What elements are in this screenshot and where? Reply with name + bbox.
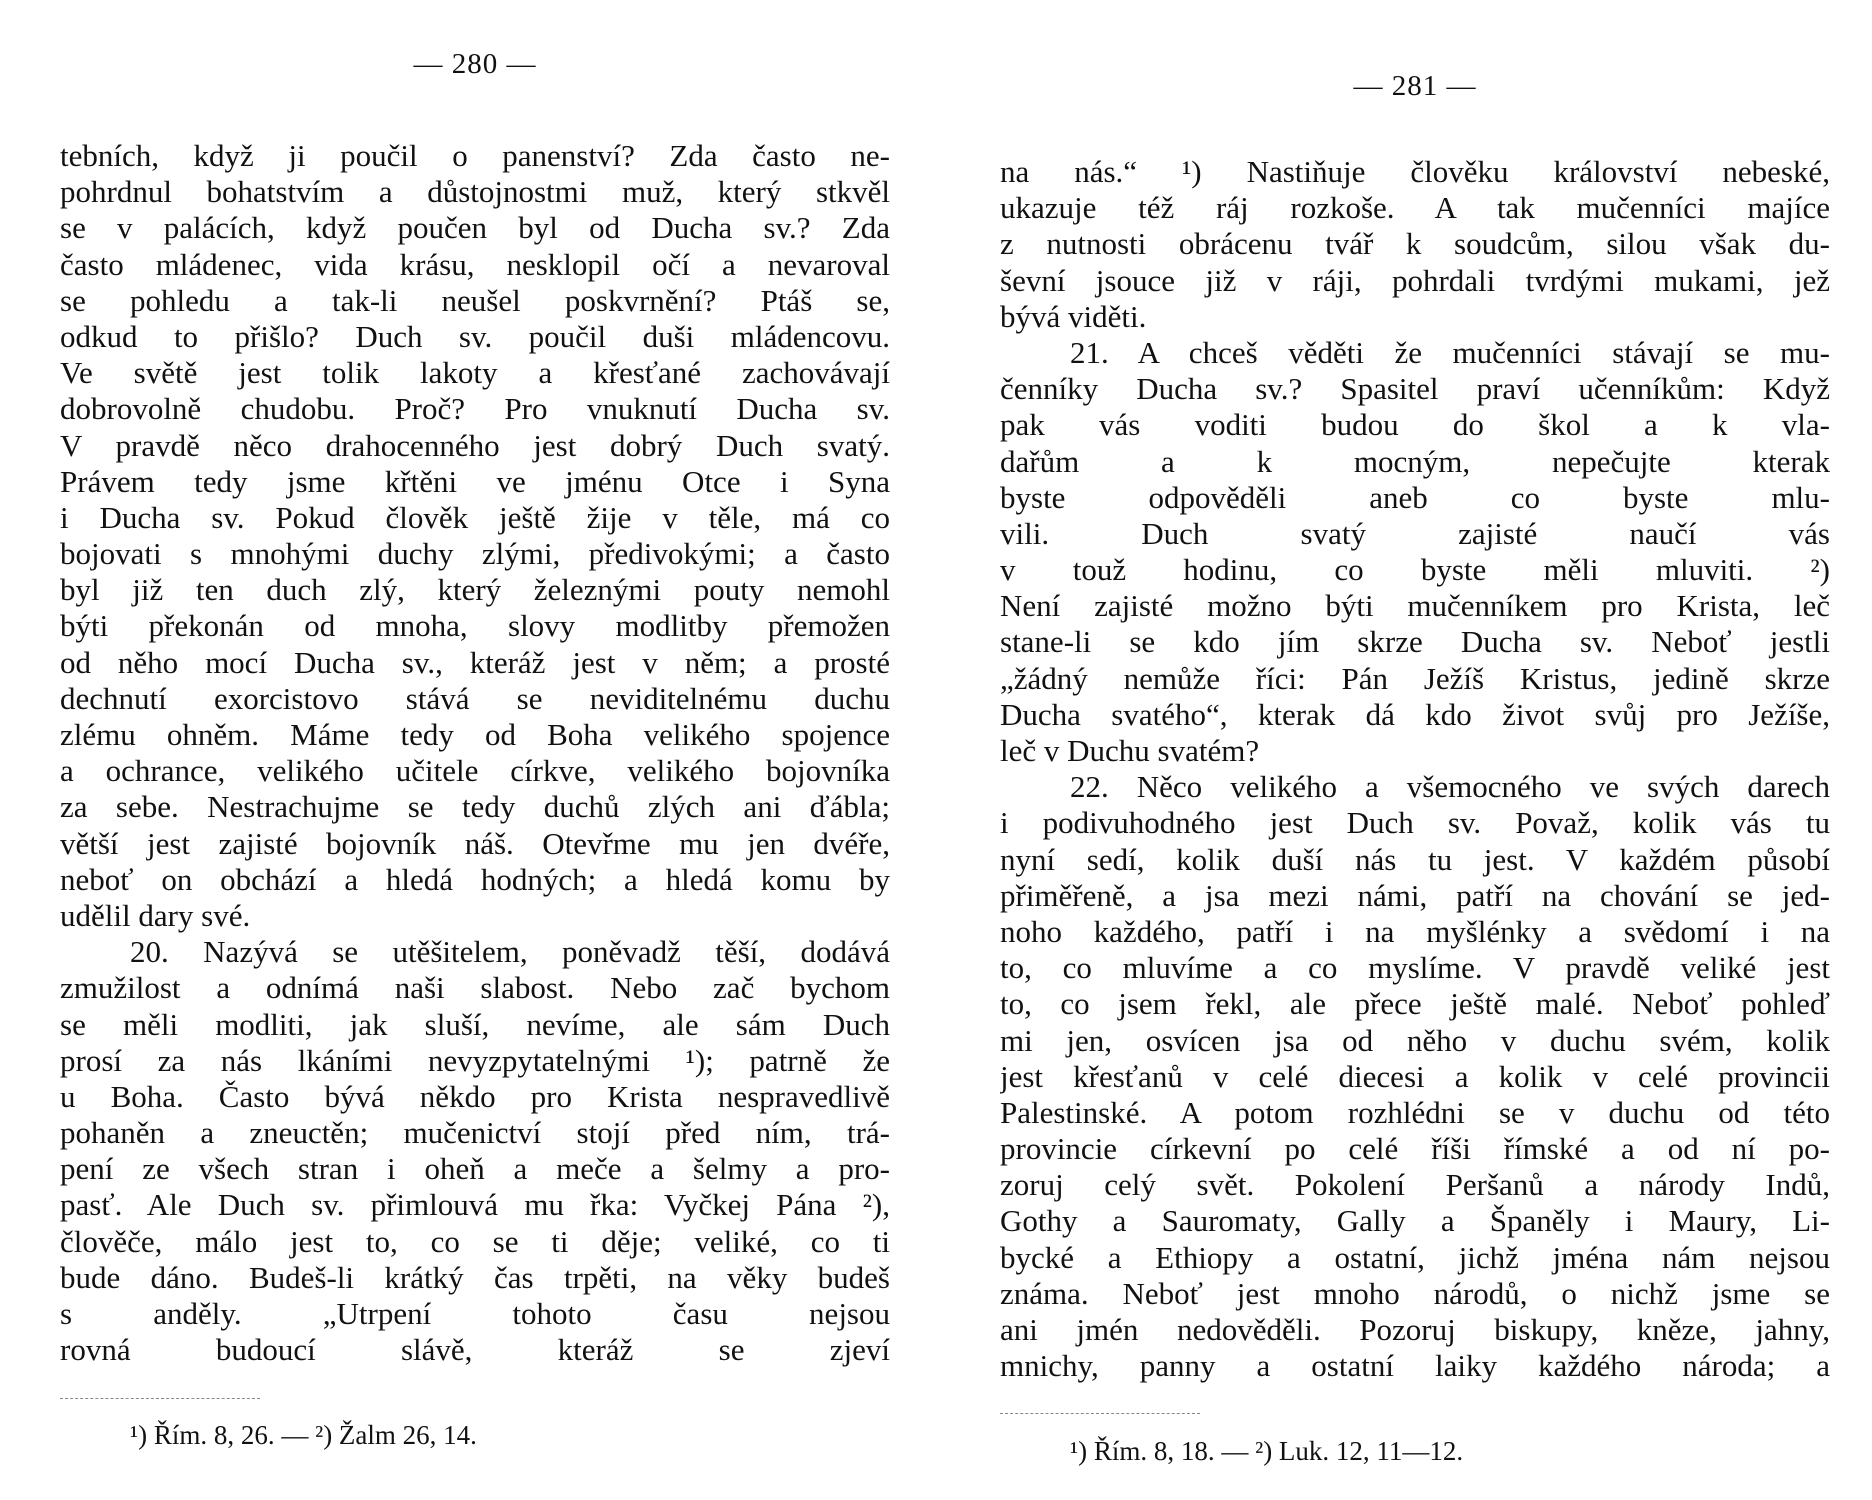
text-line: Ve světě jest tolik lakoty a křesťané zachovávají <box>60 355 890 391</box>
text-line: ukazuje též ráj rozkoše. A tak mučenníci majíce <box>1000 190 1830 226</box>
text-line: s anděly. „Utrpení tohoto času nejsou <box>60 1296 890 1331</box>
page-body-text <box>1000 154 1830 1384</box>
text-line: prosí za nás lkáními nevyzpytatelnými ¹); patrně že <box>60 1042 890 1078</box>
text-line: nyní sedí, kolik duší nás tu jest. V každém působí <box>1000 841 1830 877</box>
footnote-divider <box>1000 1413 1200 1414</box>
text-line: bojovati s mnohými duchy zlými, předivokými; a často <box>60 536 890 572</box>
text-line: zlému ohněm. Máme tedy od Boha velikého spojence <box>60 717 890 752</box>
text-line: bývá viděti. <box>1000 298 1147 334</box>
text-line: v touž hodinu, co byste měli mluviti. ²) <box>1000 552 1830 588</box>
text-line: čenníky Ducha sv.? Spasitel praví učenníkům: Když <box>1000 371 1830 407</box>
text-line: leč v Duchu svatém? <box>1000 733 1260 768</box>
text-line: zmužilost a odnímá naši slabost. Nebo zač bychom <box>60 970 890 1006</box>
text-line: Gothy a Sauromaty, Gally a Španěly i Maury, Li- <box>1000 1203 1830 1239</box>
text-line: stane-li se kdo jím skrze Ducha sv. Neboť jestli <box>1000 624 1830 660</box>
text-line: V pravdě něco drahocenného jest dobrý Duch svatý. <box>60 427 890 463</box>
text-line: Není zajisté možno býti mučenníkem pro Krista, leč <box>1000 588 1830 624</box>
text-line: člověče, málo jest to, co se ti děje; veliké, co ti <box>60 1223 890 1259</box>
text-line: dařům a k mocným, nepečujte kterak <box>1000 443 1830 479</box>
text-line: „žádný nemůže říci: Pán Ježíš Kristus, jedině skrze <box>1000 660 1830 696</box>
text-line: ani jmén nedověděli. Pozoruj biskupy, kněze, jahny, <box>1000 1312 1830 1347</box>
text-line: od něho mocí Ducha sv., kteráž jest v něm; a prosté <box>60 644 890 680</box>
text-line: mnichy, panny a ostatní laiky každého národa; a <box>1000 1348 1830 1384</box>
text-line: přiměřeně, a jsa mezi námi, patří na chování se jed- <box>1000 877 1830 913</box>
text-line: a ochrance, velikého učitele církve, velikého bojovníka <box>60 753 890 789</box>
text-line: odkud to přišlo? Duch sv. poučil duši mládencovu. <box>60 318 890 354</box>
text-line: za sebe. Nestrachujme se tedy duchů zlých ani ďábla; <box>60 789 890 825</box>
page-number: — 281 — <box>1353 70 1477 102</box>
text-line: Právem tedy jsme křtěni ve jménu Otce i Syna <box>60 463 890 499</box>
text-line: zoruj celý svět. Pokolení Peršanů a národy Indů, <box>1000 1167 1830 1203</box>
text-line: u Boha. Často bývá někdo pro Krista nespravedlivě <box>60 1078 890 1114</box>
text-line: udělil dary své. <box>60 897 251 933</box>
text-line: tebních, když ji poučil o panenství? Zda často ne- <box>60 138 890 173</box>
text-line: to, co jsem řekl, ale přece ještě malé. Neboť pohleď <box>1000 986 1830 1022</box>
left-page <box>60 0 890 1500</box>
text-line: pasť. Ale Duch sv. přimlouvá mu řka: Vyčkej Pána ²), <box>60 1187 890 1223</box>
text-line: známa. Neboť jest mnoho národů, o nichž jsme se <box>1000 1275 1830 1311</box>
text-line: se v palácích, když poučen byl od Ducha sv.? Zda <box>60 210 890 246</box>
text-line: ševní jsouce již v ráji, pohrdali tvrdými mukami, jež <box>1000 262 1830 298</box>
text-line: rovná budoucí slávě, kteráž se zjeví <box>60 1332 890 1368</box>
text-line: se měli modliti, jak sluší, nevíme, ale sám Duch <box>60 1006 890 1042</box>
paragraph-start-line: 21. A chceš věděti že mučenníci stávají se mu- <box>1070 334 1830 370</box>
text-line: vili. Duch svatý zajisté naučí vás <box>1000 515 1830 551</box>
text-line: pak vás voditi budou do škol a k vla- <box>1000 407 1830 443</box>
text-line: Ducha svatého“, kterak dá kdo život svůj pro Ježíše, <box>1000 696 1830 732</box>
footnote-divider <box>60 1398 260 1399</box>
text-line: Palestinské. A potom rozhlédni se v duchu od této <box>1000 1094 1830 1130</box>
text-line: provincie církevní po celé říši římské a od ní po- <box>1000 1131 1830 1167</box>
text-line: na nás.“ ¹) Nastiňuje člověku království nebeské, <box>1000 154 1830 189</box>
text-line: se pohledu a tak-li neušel poskvrnění? Ptáš se, <box>60 282 890 318</box>
text-line: jest křesťanů v celé diecesi a kolik v celé provincii <box>1000 1058 1830 1094</box>
paragraph-start-line: 22. Něco velikého a všemocného ve svých darech <box>1070 769 1830 805</box>
text-line: pohrdnul bohatstvím a důstojnostmi muž, který stkvěl <box>60 174 890 210</box>
text-line: byste odpověděli aneb co byste mlu- <box>1000 479 1830 515</box>
text-line: neboť on obchází a hledá hodných; a hledá komu by <box>60 861 890 897</box>
text-line: noho každého, patří i na myšlénky a svědomí i na <box>1000 913 1830 949</box>
text-line: byl již ten duch zlý, který železnými pouty nemohl <box>60 572 890 608</box>
text-line: pohaněn a zneuctěn; mučenictví stojí před ním, trá- <box>60 1115 890 1151</box>
text-line: bude dáno. Budeš-li krátký čas trpěti, na věky budeš <box>60 1259 890 1295</box>
text-line: mi jen, osvícen jsa od něho v duchu svém, kolik <box>1000 1022 1830 1058</box>
text-line: i Ducha sv. Pokud člověk ještě žije v těle, má co <box>60 499 890 535</box>
page-number: — 280 — <box>413 48 537 80</box>
text-line: z nutnosti obrácenu tvář k soudcům, silou však du- <box>1000 226 1830 262</box>
text-line: větší jest zajisté bojovník náš. Otevřme mu jen dvéře, <box>60 825 890 861</box>
page-body-text <box>60 138 890 1368</box>
text-line: to, co mluvíme a co myslíme. V pravdě veliké jest <box>1000 950 1830 986</box>
text-line: bycké a Ethiopy a ostatní, jichž jména nám nejsou <box>1000 1239 1830 1275</box>
paragraph-start-line: 20. Nazývá se utěšitelem, poněvadž těší, dodává <box>130 934 890 970</box>
footnote: ¹) Řím. 8, 18. — ²) Luk. 12, 11—12. <box>1070 1436 1464 1466</box>
footnote: ¹) Řím. 8, 26. — ²) Žalm 26, 14. <box>130 1420 477 1450</box>
text-line: často mládenec, vida krásu, nesklopil očí a nevaroval <box>60 246 890 282</box>
text-line: dobrovolně chudobu. Proč? Pro vnuknutí Ducha sv. <box>60 391 890 427</box>
text-line: býti překonán od mnoha, slovy modlitby přemožen <box>60 608 890 644</box>
right-page <box>1000 0 1830 1500</box>
text-line: i podivuhodného jest Duch sv. Považ, kolik vás tu <box>1000 805 1830 841</box>
text-line: pení ze všech stran i oheň a meče a šelmy a pro- <box>60 1151 890 1187</box>
text-line: dechnutí exorcistovo stává se neviditelnému duchu <box>60 680 890 716</box>
